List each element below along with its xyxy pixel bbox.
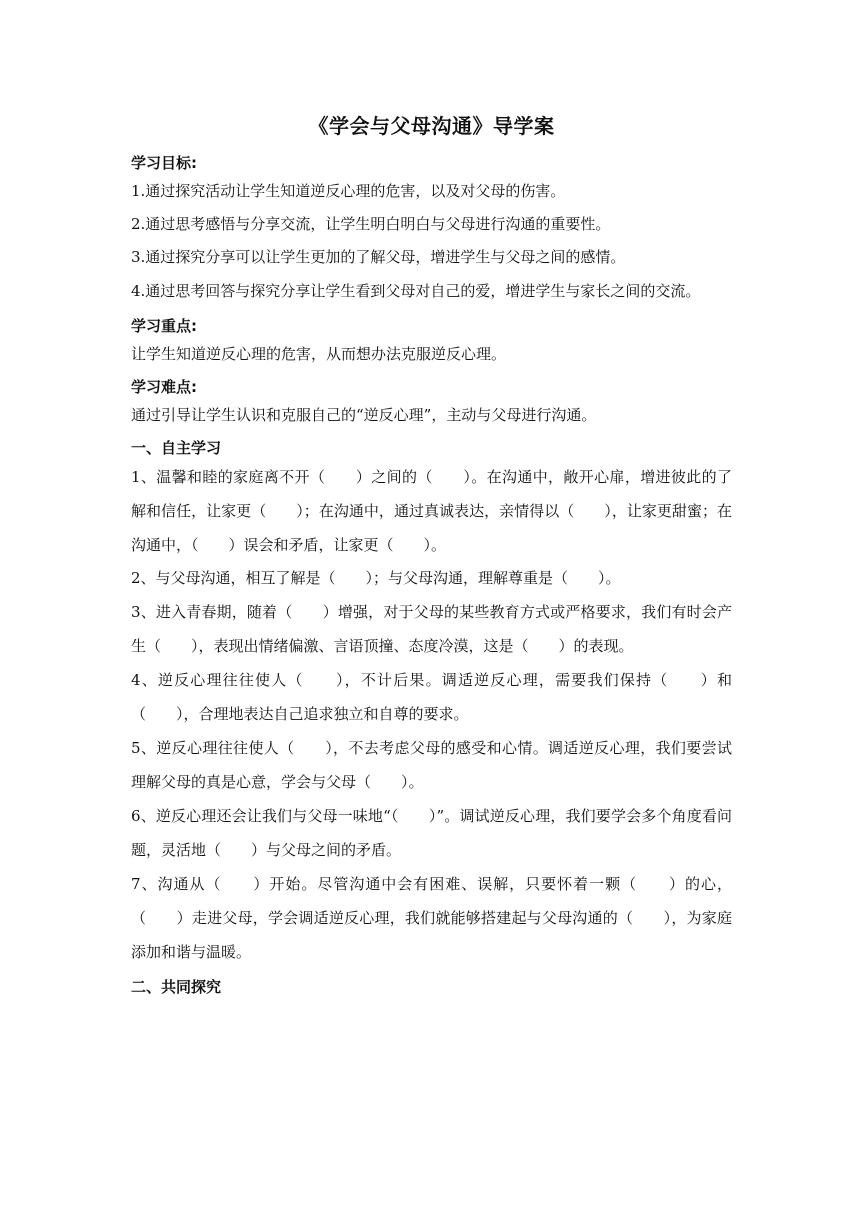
self-study-item: 4、逆反心理往往使人（ ），不计后果。调适逆反心理，需要我们保持（ ）和（ ），合理地表达自己追求独立和自尊的要求。 (131, 671, 732, 723)
self-study-item: 5、逆反心理往往使人（ ），不去考虑父母的感受和心情。调适逆反心理，我们要尝试理解父母的真是心意，学会与父母（ ）。 (131, 739, 732, 791)
document-title: 《学会与父母沟通》导学案 (308, 114, 555, 138)
objective-item: 4.通过思考回答与探究分享让学生看到父母对自己的爱，增进学生与家长之间的交流。 (131, 282, 701, 300)
difficulty-heading: 学习难点: (131, 378, 197, 396)
self-study-item: 6、逆反心理还会让我们与父母一味地“（ ）”。调试逆反心理，我们要学会多个角度看问题，灵活地（ ）与父母之间的矛盾。 (131, 807, 732, 859)
difficulty-text: 通过引导让学生认识和克服自己的“逆反心理”，主动与父母进行沟通。 (131, 406, 597, 424)
key-points-text: 让学生知道逆反心理的危害，从而想办法克服逆反心理。 (131, 345, 507, 363)
self-study-item: 2、与父母沟通，相互了解是（ ）；与父母沟通，理解尊重是（ ）。 (131, 569, 621, 587)
self-study-item: 7、沟通从（ ）开始。尽管沟通中会有困难、误解，只要怀着一颗（ ）的心，（ ）走进父母，学会调适逆反心理，我们就能够搭建起与父母沟通的（ ），为家庭添加和谐与温暖。 (131, 875, 732, 961)
objectives-heading: 学习目标: (131, 154, 197, 172)
self-study-item: 1、温馨和睦的家庭离不开（ ）之间的（ ）。在沟通中，敞开心扉，增进彼此的了解和信任，让家更（ ）；在沟通中，通过真诚表达，亲情得以（ ），让家更甜蜜；在沟通中，（ ）误会和矛盾，让家更（ ）。 (131, 468, 732, 554)
section-self-study-heading: 一、自主学习 (131, 439, 222, 457)
objective-item: 3.通过探究分享可以让学生更加的了解父母，增进学生与父母之间的感情。 (131, 248, 626, 266)
section-joint-inquiry-heading: 二、共同探究 (131, 978, 222, 996)
self-study-item: 3、进入青春期，随着（ ）增强，对于父母的某些教育方式或严格要求，我们有时会产生（ ），表现出情绪偏激、言语顶撞、态度冷漠，这是（ ）的表现。 (131, 603, 732, 655)
objective-item: 2.通过思考感悟与分享交流，让学生明白明白与父母进行沟通的重要性。 (131, 215, 611, 233)
objective-item: 1.通过探究活动让学生知道逆反心理的危害，以及对父母的伤害。 (131, 182, 566, 200)
key-points-heading: 学习重点: (131, 317, 197, 335)
